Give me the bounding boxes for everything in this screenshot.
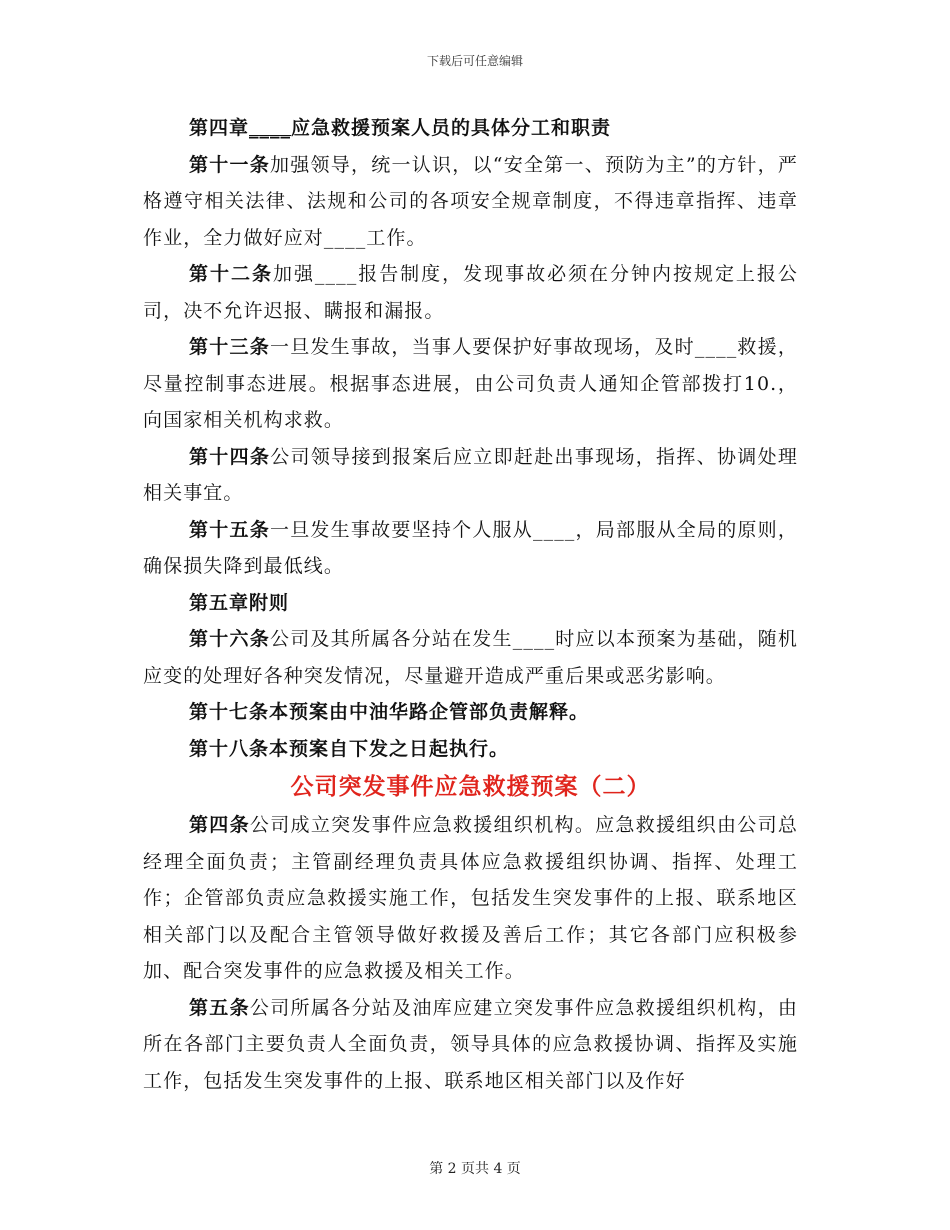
chapter-4-title: 应急救援预案人员的具体分工和职责 [291,117,612,139]
article-number: 第十六条 [189,628,270,650]
article-number: 第十三条 [189,336,270,358]
article-14 [143,439,798,512]
chapter-4-blank: ____ [249,117,292,139]
article-number: 第十二条 [189,263,273,285]
article-text: 公司所属各分站及油库应建立突发事件应急救援组织机构，由所在各部门主要负责人全面负责，领导具体的应急救援协调、指挥及实施工作，包括发生突发事件的上报、联系地区相关部门以及作好 [143,996,798,1092]
section-2-title: 公司突发事件应急救援预案（二） [290,773,651,800]
article-text: 公司成立突发事件应急救援组织机构。应急救援组织由公司总经理全面负责；主管副经理负责具体应急救援组织协调、指挥、处理工作；企管部负责应急救援实施工作，包括发生突发事件的上报、联系地区相关部门以及配合主管领导做好救援及善后工作；其它各部门应积极参加、配合突发事件的应急救援及相关工作。 [143,814,798,982]
article-number: 第十四条 [189,445,271,468]
chapter-5-heading: 第五章附则 [189,591,290,614]
article-15 [143,512,798,585]
article-13 [143,329,798,439]
article-text: 一旦发生事故要坚持个人服从____，局部服从全局的原则，确保损失降到最低线。 [143,518,798,577]
chapter-4-prefix: 第四章 [189,117,250,139]
article-text: 一旦发生事故，当事人要保护好事故现场，及时____救援，尽量控制事态进展。根据事态进展，由公司负责人通知企管部拨打10.，向国家相关机构求救。 [143,336,798,431]
page-header: 下载后可任意编辑 [426,54,523,68]
article-text: 公司及其所属各分站在发生____时应以本预案为基础，随机应变的处理好各种突发情况，尽量避开造成严重后果或恶劣影响。 [143,628,798,687]
article-text: 加强领导，统一认识，以“安全第一、预防为主”的方针，严格遵守相关法律、法规和公司的各项安全规章制度，不得违章指挥、违章作业，全力做好应对____工作。 [143,153,798,249]
article-5 [143,990,798,1100]
chapter-4-heading [143,110,798,147]
article-text: 加强____报告制度，发现事故必须在分钟内按规定上报公司，决不允许迟报、瞒报和漏报。 [143,263,799,322]
article-number: 第五条 [189,996,250,1019]
article-18: 第十八条本预案自下发之日起执行。 [189,737,510,760]
document-body [143,110,798,1099]
page-footer: 第 2 页共 4 页 [429,1161,521,1177]
article-12 [143,256,798,329]
article-17: 第十七条本预案由中油华路企管部负责解释。 [189,701,590,723]
article-text: 公司领导接到报案后应立即赶赴出事现场，指挥、协调处理相关事宜。 [143,445,798,504]
article-4 [143,807,798,990]
article-number: 第四条 [189,814,250,836]
article-16 [143,621,798,694]
article-11 [143,147,798,257]
article-number: 第十五条 [189,518,270,541]
article-number: 第十一条 [189,153,270,176]
